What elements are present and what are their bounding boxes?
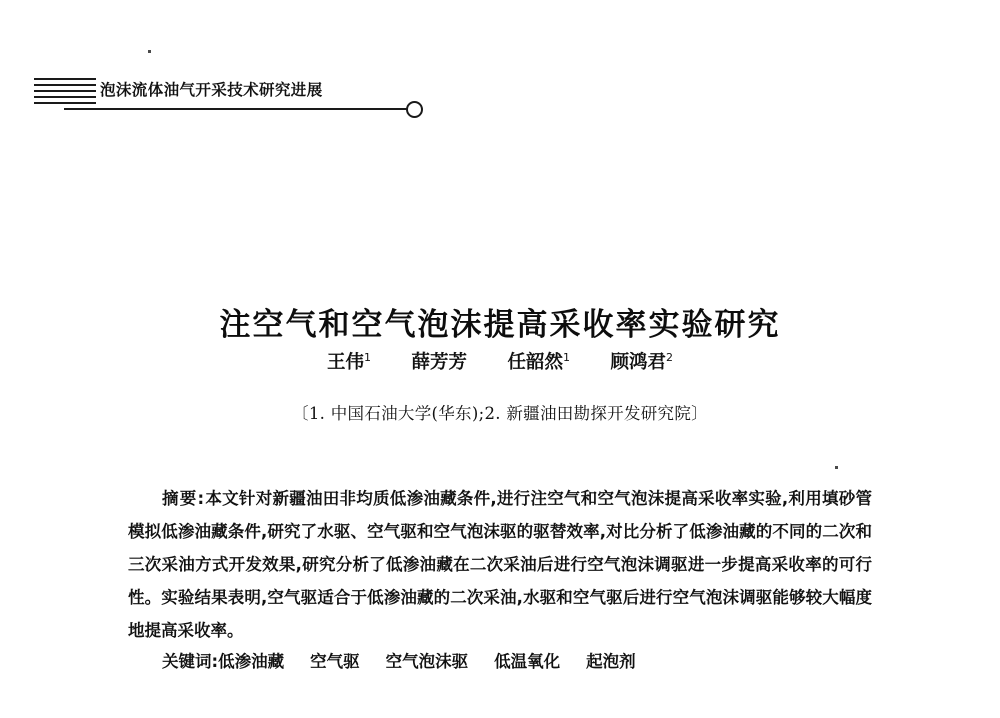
keyword-item: 低渗油藏	[218, 652, 285, 671]
page-title: 注空气和空气泡沫提高采收率实验研究	[219, 306, 781, 343]
affiliation: 〔1. 中国石油大学(华东);2. 新疆油田勘探开发研究院〕	[292, 404, 708, 423]
keyword-item: 低温氧化	[494, 652, 561, 671]
author-affil-marker: 2	[665, 350, 673, 364]
keyword-item: 空气泡沫驱	[385, 652, 469, 671]
author-name: 任韶然	[507, 352, 563, 373]
author-name: 王伟	[327, 352, 365, 373]
author-affil-marker: 1	[364, 350, 372, 364]
scan-speck	[148, 50, 151, 53]
running-header-text: 泡沫流体油气开采技术研究进展	[100, 81, 323, 99]
author-item	[507, 348, 570, 374]
keywords-label: 关键词:	[162, 652, 219, 671]
abstract-text: 本文针对新疆油田非均质低渗油藏条件,进行注空气和空气泡沫提高采收率实验,利用填砂管模拟低渗油藏条件,研究了水驱、空气驱和空气泡沫驱的驱替效率,对比分析了低渗油藏的不同的二次和三次采油方式开发效果,研究分析了低渗油藏在二次采油后进行空气泡沫调驱进一步提高采收率的可行性。实验结果表明,空气驱适合于低渗油藏的二次采油,水驱和空气驱后进行空气泡沫调驱能够较大幅度地提高采收率。	[128, 489, 872, 640]
running-header	[34, 72, 424, 122]
keywords-block	[128, 648, 872, 672]
author-affil-marker: 1	[562, 350, 570, 364]
keyword-item: 空气驱	[310, 652, 360, 671]
abstract-label: 摘要:	[162, 489, 206, 508]
author-item	[412, 348, 468, 374]
author-item	[327, 348, 371, 374]
author-list	[0, 348, 1000, 374]
abstract-block	[128, 482, 872, 647]
header-rule	[64, 108, 409, 110]
author-name: 薛芳芳	[411, 352, 468, 373]
abstract-paragraph	[128, 482, 872, 647]
author-name: 顾鸿君	[610, 352, 666, 373]
keyword-item: 起泡剂	[586, 652, 636, 671]
circle-icon	[406, 101, 423, 118]
horizontal-lines-icon	[34, 78, 96, 104]
scan-speck	[835, 466, 838, 469]
author-item	[610, 348, 673, 374]
